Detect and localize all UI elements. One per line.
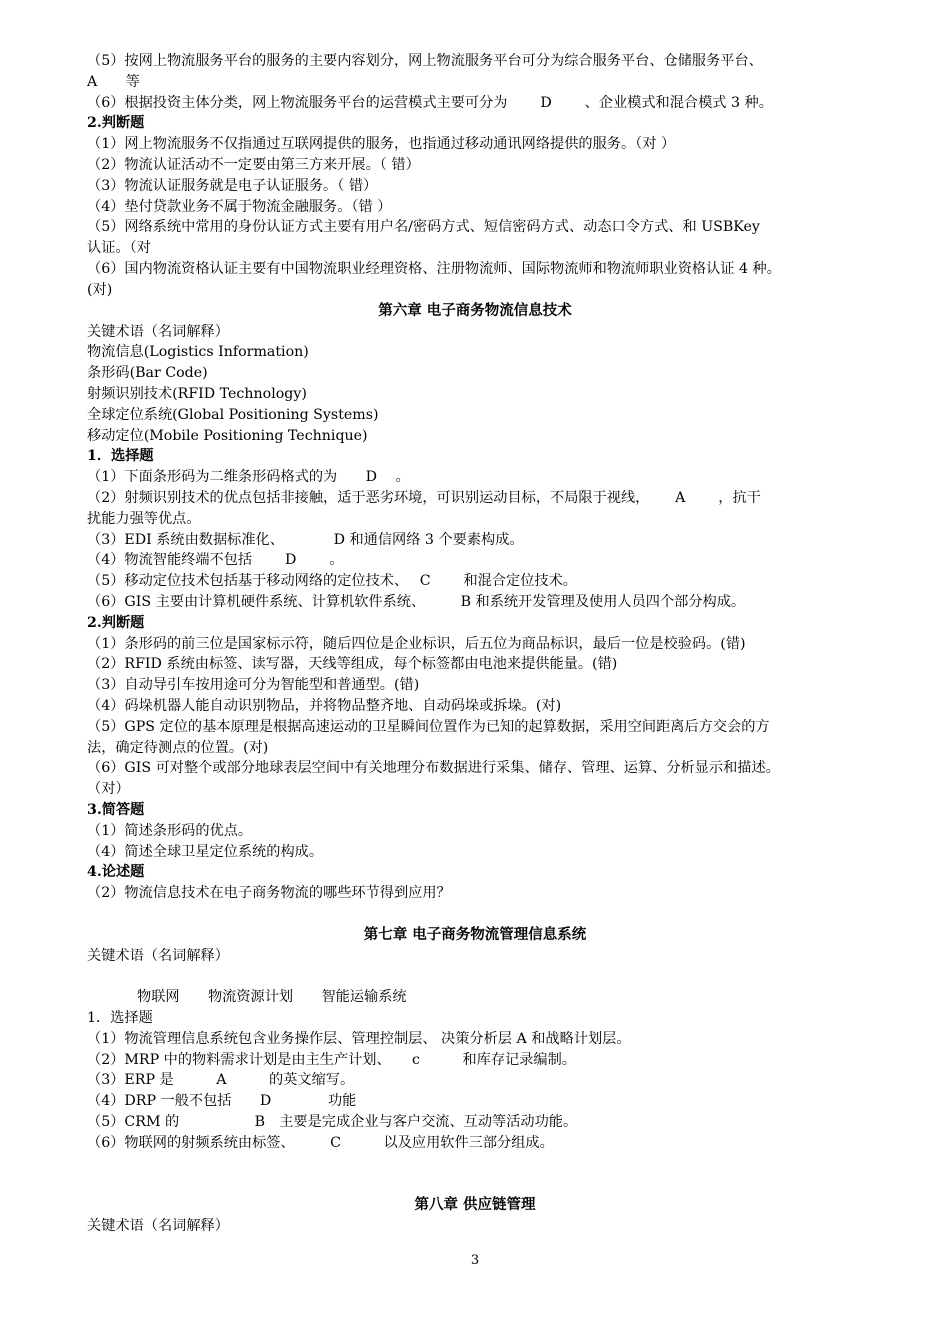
- text-line: （2）射频识别技术的优点包括非接触，适于恶劣环境，可识别运动目标，不局限于视线， A ，抗干: [87, 490, 761, 506]
- text-line: 认证。（对: [87, 240, 151, 256]
- text-line: （5）GPS 定位的基本原理是根据高速运动的卫星瞬间位置作为已知的起算数据，采用空间距离后方交会的方: [87, 719, 770, 735]
- text-line: （5）网络系统中常用的身份认证方式主要有用户名/密码方式、短信密码方式、动态口令方式、和 USBKey: [87, 219, 760, 235]
- text-line: （4）DRP 一般不包括 D 功能: [87, 1093, 357, 1109]
- text-line: 物联网 物流资源计划 智能运输系统: [137, 989, 407, 1005]
- chapter-title: 第七章 电子商务物流管理信息系统: [363, 927, 587, 943]
- section-heading: 2.判断题: [87, 615, 145, 631]
- text-line: （1）条形码的前三位是国家标示符，随后四位是企业标识，后五位为商品标识，最后一位是校验码。(错): [87, 636, 746, 652]
- text-line: 关键术语（名词解释）: [87, 1218, 229, 1234]
- section-heading: 1．选择题: [87, 1010, 153, 1026]
- text-line: 法，确定待测点的位置。(对): [87, 740, 269, 756]
- text-line: 物流信息(Logistics Information): [87, 344, 309, 360]
- text-line: （3）物流认证服务就是电子认证服务。（ 错）: [87, 178, 378, 194]
- text-line: （6）根据投资主体分类，网上物流服务平台的运营模式主要可分为 D 、企业模式和混合模式 3 种。: [87, 95, 773, 111]
- text-line: （2）MRP 中的物料需求计划是由主生产计划、 c 和库存记录编制。: [87, 1052, 576, 1068]
- text-line: （对）: [87, 781, 130, 797]
- chapter-title: 第六章 电子商务物流信息技术: [378, 303, 572, 319]
- text-line: （6）物联网的射频系统由标签、 C 以及应用软件三部分组成。: [87, 1135, 554, 1151]
- text-line: （2）物流信息技术在电子商务物流的哪些环节得到应用？: [87, 885, 451, 901]
- text-line: （4）码垛机器人能自动识别物品，并将物品整齐地、自动码垛或拆垛。(对): [87, 698, 562, 714]
- text-line: （3）EDI 系统由数据标准化、 D 和通信网络 3 个要素构成。: [87, 532, 524, 548]
- text-line: （1）简述条形码的优点。: [87, 823, 253, 839]
- text-line: （6）GIS 主要由计算机硬件系统、计算机软件系统、 B 和系统开发管理及使用人员四个部分构成。: [87, 594, 746, 610]
- text-line: （6）国内物流资格认证主要有中国物流职业经理资格、注册物流师、国际物流师和物流师职业资格认证 4 种。: [87, 261, 781, 277]
- text-line: （1）物流管理信息系统包含业务操作层、管理控制层、 决策分析层 A 和战略计划层。: [87, 1031, 631, 1047]
- chapter-title: 第八章 供应链管理: [414, 1197, 536, 1213]
- text-line: （6）GIS 可对整个或部分地球表层空间中有关地理分布数据进行采集、储存、管理、运算、分析显示和描述。: [87, 760, 780, 776]
- text-line: （2）RFID 系统由标签、读写器，天线等组成，每个标签都由电池来提供能量。(错): [87, 656, 618, 672]
- text-line: 扰能力强等优点。: [87, 511, 201, 527]
- text-line: （1）下面条形码为二维条形码格式的为 D 。: [87, 469, 410, 485]
- text-line: 关键术语（名词解释）: [87, 948, 229, 964]
- text-line: (对): [87, 282, 113, 298]
- section-heading: 3.简答题: [87, 802, 145, 818]
- text-line: （5）移动定位技术包括基于移动网络的定位技术、 C 和混合定位技术。: [87, 573, 577, 589]
- text-line: （3）ERP 是 A 的英文缩写。: [87, 1072, 355, 1088]
- page-number: 3: [470, 1253, 480, 1268]
- text-line: （5）按网上物流服务平台的服务的主要内容划分，网上物流服务平台可分为综合服务平台、仓储服务平台、: [87, 53, 763, 69]
- text-line: （1）网上物流服务不仅指通过互联网提供的服务，也指通过移动通讯网络提供的服务。（对 ）: [87, 136, 676, 152]
- text-line: 全球定位系统(Global Positioning Systems): [87, 407, 379, 423]
- text-line: 射频识别技术(RFID Technology): [87, 386, 307, 402]
- section-heading: 4.论述题: [87, 864, 145, 880]
- text-line: （2）物流认证活动不一定要由第三方来开展。（ 错）: [87, 157, 420, 173]
- text-line: 关键术语（名词解释）: [87, 324, 229, 340]
- section-heading: 1．选择题: [87, 448, 154, 464]
- text-line: （5）CRM 的 B 主要是完成企业与客户交流、互动等活动功能。: [87, 1114, 578, 1130]
- text-line: 条形码(Bar Code): [87, 365, 208, 381]
- text-line: （3）自动导引车按用途可分为智能型和普通型。(错): [87, 677, 420, 693]
- text-line: （4）垫付贷款业务不属于物流金融服务。（错 ）: [87, 199, 392, 215]
- text-line: （4）物流智能终端不包括 D 。: [87, 552, 344, 568]
- text-line: 移动定位(Mobile Positioning Technique): [87, 428, 368, 444]
- section-heading: 2.判断题: [87, 115, 145, 131]
- text-line: A 等: [87, 74, 140, 90]
- text-line: （4）简述全球卫星定位系统的构成。: [87, 844, 324, 860]
